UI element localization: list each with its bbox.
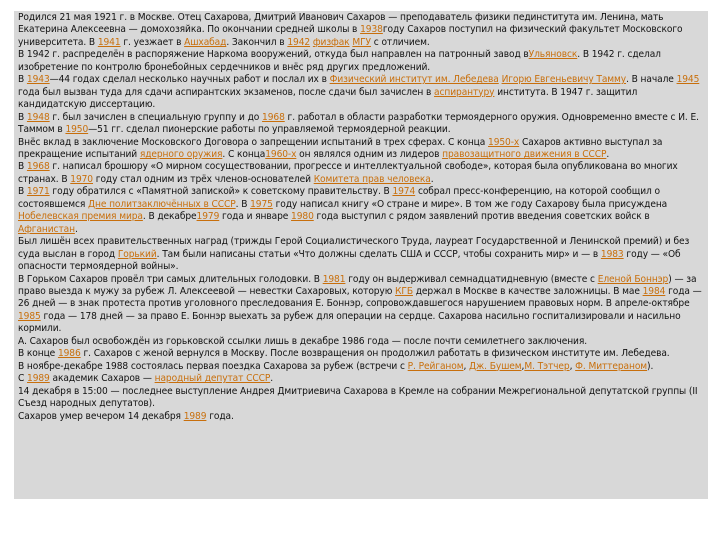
paragraph bbox=[18, 348, 702, 360]
text-run: . В bbox=[235, 198, 251, 210]
paragraph bbox=[18, 161, 702, 186]
text-run: . bbox=[606, 148, 610, 160]
paragraph bbox=[18, 386, 702, 411]
hyperlink[interactable]: 1941 bbox=[97, 36, 121, 48]
hyperlink[interactable]: аспирантуру bbox=[434, 86, 495, 98]
hyperlink[interactable]: 1968 bbox=[26, 161, 50, 173]
text-run: с отличием. bbox=[371, 36, 430, 48]
hyperlink[interactable]: 1983 bbox=[600, 248, 624, 260]
hyperlink[interactable]: КГБ bbox=[395, 285, 413, 297]
text-run: . В 1942 г. сделал изобретение по контролю бронебойных сердечников и внёс ряд других предложений. bbox=[18, 49, 661, 73]
text-run: В ноябре-декабре 1988 состоялась первая поездка Сахарова за рубеж (встречи с bbox=[18, 360, 408, 372]
paragraph bbox=[18, 74, 702, 111]
hyperlink[interactable]: Игорю Евгеньевичу Тамму bbox=[501, 74, 627, 86]
text-run: года — 26 дней — в знак протеста против уголовного преследования Е. Боннэр, сопровождавшегося нарушением правовых норм. В апреле-октябре bbox=[18, 285, 702, 310]
text-run: году написал книгу «О стране и мире». В том же году Сахарову была присуждена bbox=[272, 198, 668, 210]
text-run: ). bbox=[647, 360, 654, 372]
hyperlink[interactable]: 1971 bbox=[26, 186, 50, 198]
hyperlink[interactable]: Ульяновск bbox=[528, 49, 578, 61]
hyperlink[interactable]: М. Тэтчер bbox=[524, 360, 570, 372]
hyperlink[interactable]: 1974 bbox=[392, 186, 416, 198]
text-run: Сахаров активно выступал за прекращение испытаний bbox=[18, 136, 663, 160]
text-run: . Закончил в bbox=[226, 36, 288, 48]
text-run: В bbox=[18, 186, 27, 198]
text-run: —44 годах сделал несколько научных работ и послал их в bbox=[49, 74, 330, 86]
text-run: Сахаров умер вечером 14 декабря bbox=[18, 410, 184, 422]
hyperlink[interactable]: Дж. Бушем bbox=[469, 360, 522, 372]
paragraph bbox=[18, 361, 702, 373]
text-run: А. Сахаров был освобождён из горьковской ссылки лишь в декабре 1986 года — после почти семилетнего заключения. bbox=[18, 335, 587, 347]
text-run: собрал пресс-конференцию, на которой сообщил о состоявшемся bbox=[18, 186, 660, 210]
hyperlink[interactable]: 1970 bbox=[70, 173, 93, 185]
text-run: , bbox=[569, 360, 576, 372]
text-run: г. был зачислен в специальную группу и до bbox=[49, 111, 263, 123]
text-run: года. bbox=[206, 410, 234, 422]
text-run: года и январе bbox=[219, 211, 292, 223]
text-run: С bbox=[18, 373, 28, 385]
hyperlink[interactable]: 1945 bbox=[676, 74, 700, 86]
hyperlink[interactable]: 1942 bbox=[287, 36, 311, 48]
hyperlink[interactable]: МГУ bbox=[352, 36, 371, 48]
paragraph bbox=[18, 336, 702, 348]
paragraph bbox=[18, 236, 702, 273]
text-run: В bbox=[18, 161, 27, 173]
text-run: В bbox=[18, 74, 27, 86]
text-run: года — 178 дней — за право Е. Боннэр выехать за рубеж для операции на сердце. Сахарова насильно госпитализировали и насильно кормили. bbox=[18, 310, 681, 335]
text-run: года был вызван туда для сдачи аспирантских экзаменов, после сдачи был зачислен в bbox=[18, 86, 435, 98]
text-run: В bbox=[18, 111, 27, 123]
text-run: , bbox=[463, 360, 470, 372]
hyperlink[interactable]: Комитета прав человека bbox=[313, 173, 431, 185]
text-run: Родился 21 мая 1921 г. в Москве. Отец Сахарова, Дмитрий Иванович Сахаров — преподаватель физики пединститута им. Ленина, мать Екатерина Алексеевна — домохозяйка. По окончании средней школы в bbox=[18, 12, 664, 36]
hyperlink[interactable]: Физический институт им. Лебедева bbox=[329, 74, 499, 86]
text-run: году — «Об опасности термоядерной войны». bbox=[18, 248, 681, 273]
text-run: института. В 1947 г. защитил кандидатскую диссертацию. bbox=[18, 86, 638, 111]
paragraph bbox=[18, 373, 702, 385]
text-run: В Горьком Сахаров провёл три самых длительных голодовки. В bbox=[18, 273, 323, 285]
text-run: . В начале bbox=[626, 74, 677, 86]
text-run: года выступил с рядом заявлений против введения советских войск в bbox=[313, 211, 650, 223]
text-run: он являлся одним из лидеров bbox=[296, 148, 443, 160]
hyperlink[interactable]: 1968 bbox=[262, 111, 285, 123]
hyperlink[interactable]: Еленой Боннэр bbox=[597, 273, 669, 285]
hyperlink[interactable]: Нобелевская премия мира bbox=[18, 211, 143, 223]
text-run: году обратился с «Памятной запиской» к советскому правительству. В bbox=[49, 186, 393, 198]
hyperlink[interactable]: 1985 bbox=[18, 310, 41, 322]
hyperlink[interactable]: 1979 bbox=[196, 211, 220, 223]
text-run: . bbox=[270, 373, 274, 385]
text-run: году Сахаров поступил на физический факультет Московского университета. В bbox=[18, 24, 683, 48]
hyperlink[interactable]: физфак bbox=[312, 36, 350, 48]
paragraph bbox=[18, 137, 702, 162]
hyperlink[interactable]: 1975 bbox=[250, 198, 273, 210]
text-run: Был лишён всех правительственных наград (трижды Герой Социалистического Труда, лауреат Государственной и Ленинской премий) и без суда выслан в город bbox=[18, 236, 690, 260]
hyperlink[interactable]: 1989 bbox=[27, 373, 50, 385]
hyperlink[interactable]: Афганистан bbox=[18, 223, 75, 235]
hyperlink[interactable]: 1980 bbox=[291, 211, 314, 223]
text-run: 14 декабря в 15:00 — последнее выступление Андрея Дмитриевича Сахарова в Кремле на собрании Межрегиональной депутатской группы (II Съезд народных депутатов). bbox=[18, 385, 698, 410]
hyperlink[interactable]: 1948 bbox=[26, 111, 50, 123]
text-run: г. работал в области разработки термоядерного оружия. Одновременно вместе с И. Е. Таммом в bbox=[18, 111, 699, 136]
hyperlink[interactable]: Горький bbox=[117, 248, 157, 260]
hyperlink[interactable]: 1950 bbox=[65, 124, 89, 136]
paragraph bbox=[18, 112, 702, 137]
hyperlink[interactable]: Ашхабад bbox=[184, 36, 227, 48]
hyperlink[interactable]: 1938 bbox=[360, 24, 383, 36]
paragraph bbox=[18, 49, 702, 74]
text-run: держал в Москве в качестве заложницы. В мае bbox=[412, 285, 643, 297]
hyperlink[interactable]: Ф. Миттераном bbox=[575, 360, 648, 372]
paragraph bbox=[18, 274, 702, 336]
text-run: ) — за право выезда к мужу за рубеж Л. Алексеевой — невестки Сахаровых, которую bbox=[18, 273, 697, 297]
text-run: . В декабре bbox=[142, 211, 197, 223]
text-run: —51 гг. сделал пионерские работы по управляемой термоядерной реакции. bbox=[88, 124, 451, 136]
text-run: г. написал брошюру «О мирном сосуществовании, прогрессе и интеллектуальной свободе», которая была опубликована во многих странах. В bbox=[18, 161, 678, 185]
text-run: . С конца bbox=[222, 148, 266, 160]
text-run: Внёс вклад в заключение Московского Договора о запрещении испытаний в трех сферах. С конца bbox=[18, 136, 489, 148]
text-run: г. Сахаров с женой вернулся в Москву. После возвращения он продолжил работать в физическом институте им. Лебедева. bbox=[80, 348, 670, 360]
text-run: . bbox=[430, 173, 434, 185]
hyperlink[interactable]: 1960-х bbox=[265, 148, 297, 160]
text-run: году стал одним из трёх членов-основателей bbox=[93, 173, 314, 185]
hyperlink[interactable]: правозащитного движения в СССР bbox=[442, 148, 607, 160]
hyperlink[interactable]: 1989 bbox=[183, 410, 207, 422]
hyperlink[interactable]: народный депутат СССР bbox=[154, 373, 271, 385]
text-run: году он выдерживал семнадцатидневную (вместе с bbox=[345, 273, 598, 285]
text-run: академик Сахаров — bbox=[49, 373, 155, 385]
hyperlink[interactable]: Дне политзаключённых в СССР bbox=[87, 198, 236, 210]
paragraph bbox=[18, 186, 702, 236]
hyperlink[interactable]: ядерного оружия bbox=[139, 148, 223, 160]
text-run: . Там были написаны статьи «Что должны сделать США и СССР, чтобы сохранить мир» и — в bbox=[156, 248, 601, 260]
hyperlink[interactable]: 1986 bbox=[57, 348, 81, 360]
hyperlink[interactable]: 1984 bbox=[642, 285, 666, 297]
text-run: , bbox=[521, 360, 525, 372]
hyperlink[interactable]: 1981 bbox=[322, 273, 346, 285]
text-run: В конце bbox=[18, 348, 58, 360]
biography-text bbox=[18, 12, 702, 423]
text-run: г. уезжает в bbox=[120, 36, 185, 48]
hyperlink[interactable]: 1950-х bbox=[488, 136, 520, 148]
hyperlink[interactable]: Р. Рейганом bbox=[407, 360, 464, 372]
paragraph bbox=[18, 12, 702, 49]
paragraph bbox=[18, 411, 702, 423]
text-run: В 1942 г. распределён в распоряжение Наркома вооружений, откуда был направлен на патронный завод в bbox=[18, 49, 529, 61]
text-run: . bbox=[74, 223, 78, 235]
hyperlink[interactable]: 1943 bbox=[26, 74, 50, 86]
